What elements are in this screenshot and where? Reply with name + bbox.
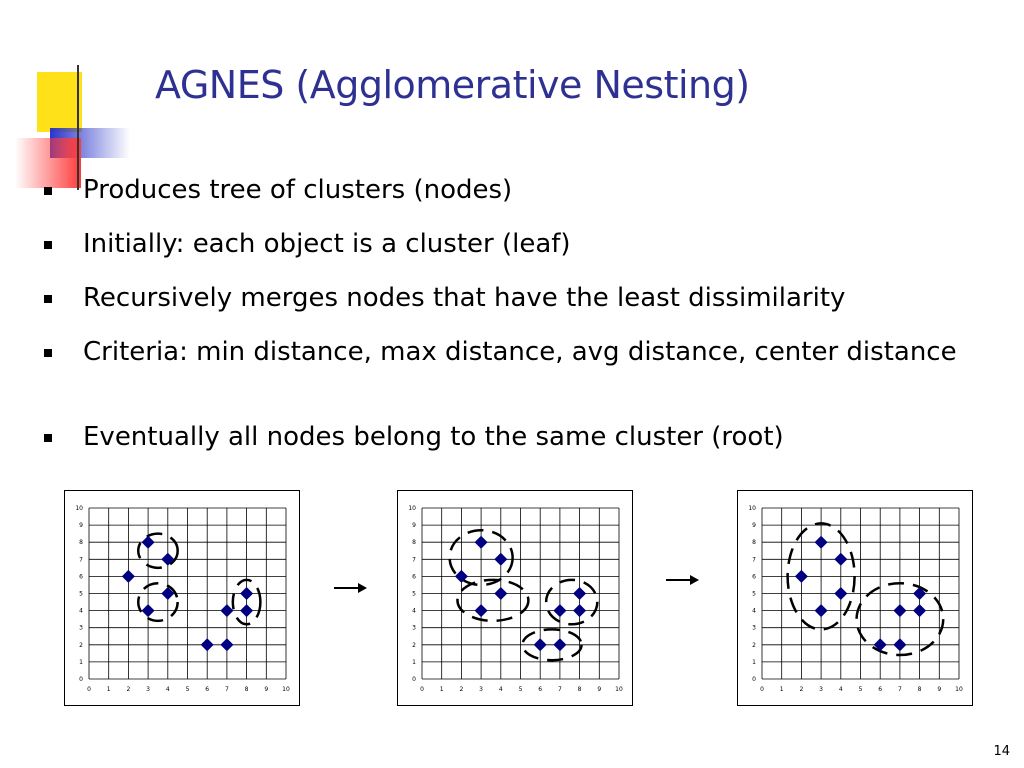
y-tick-label: 9 [412, 522, 416, 530]
y-tick-label: 5 [752, 590, 756, 598]
x-tick-label: 1 [106, 686, 111, 693]
y-tick-label: 4 [752, 607, 756, 615]
bullet-text: Initially: each object is a cluster (leaf) [83, 229, 571, 259]
y-tick-label: 5 [79, 590, 83, 598]
x-tick-label: 6 [878, 686, 883, 693]
y-tick-label: 1 [412, 658, 416, 666]
y-tick-label: 7 [79, 556, 83, 564]
bullet-marker [44, 434, 52, 442]
y-tick-label: 2 [79, 641, 83, 649]
y-tick-label: 1 [79, 658, 83, 666]
plot-frame [65, 491, 300, 706]
y-tick-label: 9 [752, 522, 756, 530]
x-tick-label: 10 [282, 686, 290, 693]
x-tick-label: 6 [538, 686, 543, 693]
y-tick-label: 0 [412, 676, 416, 683]
y-tick-label: 7 [412, 556, 416, 564]
bullet-text: Criteria: min distance, max distance, avg distance, center distance [83, 337, 957, 367]
y-tick-label: 4 [412, 607, 416, 615]
x-tick-label: 8 [917, 686, 922, 693]
plot-frame [398, 491, 633, 706]
x-tick-label: 9 [597, 686, 602, 693]
x-tick-label: 2 [459, 686, 464, 693]
x-tick-label: 7 [897, 686, 902, 693]
y-tick-label: 5 [412, 590, 416, 598]
y-tick-label: 8 [412, 539, 416, 547]
x-tick-label: 9 [264, 686, 269, 693]
deco-red-square [15, 138, 81, 188]
y-tick-label: 6 [752, 573, 756, 581]
y-tick-label: 8 [79, 539, 83, 547]
x-tick-label: 5 [858, 686, 863, 693]
x-tick-label: 0 [420, 686, 424, 693]
x-tick-label: 7 [557, 686, 562, 693]
scatter-plot-step-3 [737, 490, 973, 706]
y-tick-label: 1 [752, 658, 756, 666]
deco-yellow-square [37, 72, 82, 132]
y-tick-label: 3 [412, 624, 416, 632]
y-tick-label: 6 [412, 573, 416, 581]
x-tick-label: 10 [955, 686, 963, 693]
y-tick-label: 9 [79, 522, 83, 530]
x-tick-label: 3 [146, 686, 151, 693]
bullet-marker [44, 349, 52, 357]
y-tick-label: 0 [79, 676, 83, 683]
x-tick-label: 8 [577, 686, 582, 693]
y-tick-label: 3 [752, 624, 756, 632]
plot-frame [738, 491, 973, 706]
x-tick-label: 8 [244, 686, 249, 693]
y-tick-label: 10 [75, 505, 83, 512]
scatter-plot-step-1 [64, 490, 300, 706]
x-tick-label: 3 [479, 686, 484, 693]
x-tick-label: 7 [224, 686, 229, 693]
y-tick-label: 10 [748, 505, 756, 512]
bullet-text: Produces tree of clusters (nodes) [83, 175, 513, 205]
page-number: 14 [993, 744, 1010, 759]
x-tick-label: 5 [185, 686, 190, 693]
y-tick-label: 2 [412, 641, 416, 649]
bullet-text: Recursively merges nodes that have the least dissimilarity [83, 283, 846, 313]
y-tick-label: 10 [408, 505, 416, 512]
right-arrow-icon [332, 580, 368, 596]
x-tick-label: 0 [87, 686, 91, 693]
y-tick-label: 0 [752, 676, 756, 683]
x-tick-label: 4 [165, 686, 170, 693]
x-tick-label: 6 [205, 686, 210, 693]
x-tick-label: 1 [779, 686, 784, 693]
x-tick-label: 0 [760, 686, 764, 693]
x-tick-label: 5 [518, 686, 523, 693]
x-tick-label: 4 [498, 686, 503, 693]
bullet-marker [44, 241, 52, 249]
x-tick-label: 1 [439, 686, 444, 693]
x-tick-label: 2 [799, 686, 804, 693]
slide-title: AGNES (Agglomerative Nesting) [155, 63, 750, 107]
x-tick-label: 9 [937, 686, 942, 693]
bullet-text: Eventually all nodes belong to the same cluster (root) [83, 422, 784, 452]
bullet-marker [44, 187, 52, 195]
scatter-plot-step-2 [397, 490, 633, 706]
x-tick-label: 3 [819, 686, 824, 693]
y-tick-label: 4 [79, 607, 83, 615]
bullet-marker [44, 295, 52, 303]
y-tick-label: 2 [752, 641, 756, 649]
y-tick-label: 8 [752, 539, 756, 547]
y-tick-label: 6 [79, 573, 83, 581]
x-tick-label: 2 [126, 686, 131, 693]
x-tick-label: 10 [615, 686, 623, 693]
x-tick-label: 4 [838, 686, 843, 693]
right-arrow-icon [664, 572, 700, 588]
y-tick-label: 7 [752, 556, 756, 564]
y-tick-label: 3 [79, 624, 83, 632]
